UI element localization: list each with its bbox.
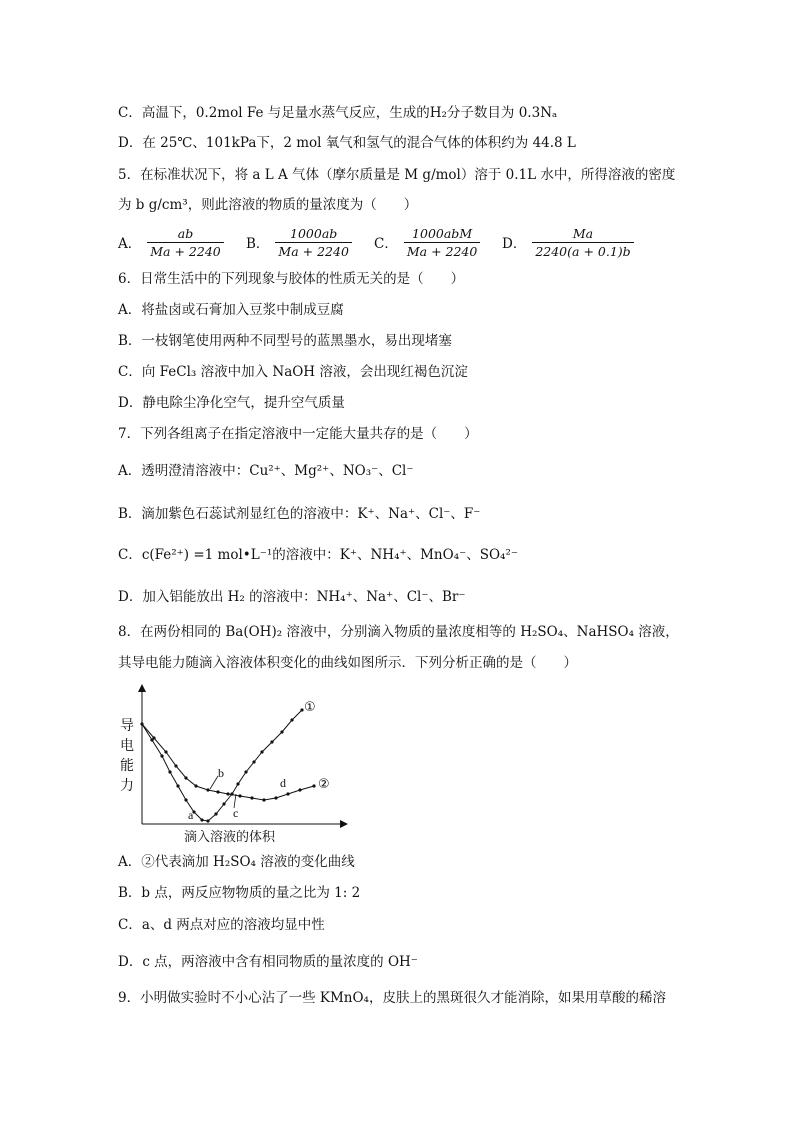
x-axis-arrow — [340, 820, 348, 828]
point-b-label: b — [218, 766, 224, 780]
q6-option-d: D．静电除尘净化空气，提升空气质量 — [118, 395, 345, 411]
q5-stem-line1: 5．在标准状况下，将 a L A 气体（摩尔质量是 M g/mol）溶于 0.1L 水中，所得溶液的密度 — [118, 167, 676, 183]
curve-1-point — [222, 802, 225, 805]
q5-option-a-denominator: Ma + 2240 — [147, 242, 223, 259]
q5-options — [118, 222, 678, 262]
curve-1-point — [236, 782, 239, 785]
q7-option-a: A．透明澄清溶液中：Cu²⁺、Mg²⁺、NO₃⁻、Cl⁻ — [118, 463, 414, 479]
curve-1-point — [244, 770, 247, 773]
curve-1-point — [290, 718, 293, 721]
q5-option-d-label: D． — [502, 236, 527, 252]
y-axis-arrow — [138, 684, 146, 692]
q7-stem: 7．下列各组离子在指定溶液中一定能大量共存的是（ ） — [118, 426, 478, 442]
q8-stem-line1: 8．在两份相同的 Ba(OH)₂ 溶液中，分别滴入物质的量浓度相等的 H₂SO₄、NaHSO₄ 溶液， — [118, 624, 679, 640]
q6-option-a: A．将盐卤或石膏加入豆浆中制成豆腐 — [118, 302, 344, 318]
q5-option-d-fraction — [532, 226, 633, 259]
q7-option-d: D．加入铝能放出 H₂ 的溶液中：NH₄⁺、Na⁺、Cl⁻、Br⁻ — [118, 589, 466, 605]
curve-1-point — [160, 754, 163, 757]
q8-option-b: B．b 点，两反应物物质的量之比为 1: 2 — [118, 885, 361, 901]
q8-option-a: A．②代表滴加 H₂SO₄ 溶液的变化曲线 — [118, 854, 355, 870]
q5-option-c — [374, 222, 480, 262]
q7-option-c: C．c(Fe²⁺) =1 mol•L⁻¹的溶液中：K⁺、NH₄⁺、MnO₄⁻、SO₄²⁻ — [118, 547, 518, 563]
curve-2-label: ② — [318, 777, 330, 792]
q5-option-d — [502, 222, 634, 262]
curve-2-point — [250, 796, 253, 799]
q5-option-a-numerator: ab — [177, 225, 194, 241]
q8-stem-line2: 其导电能力随滴入溶液体积变化的曲线如图所示．下列分析正确的是（ ） — [118, 655, 577, 671]
curve-2-point — [206, 788, 209, 791]
curve-2-point — [164, 750, 167, 753]
q4-option-c: C．高温下，0.2mol Fe 与足量水蒸气反应，生成的H₂分子数目为 0.3Nₐ — [118, 105, 558, 121]
q5-option-c-numerator: 1000abM — [412, 225, 473, 241]
q5-option-b-label: B． — [246, 236, 270, 252]
point-d-label: d — [280, 776, 286, 790]
point-c-label: c — [233, 806, 239, 820]
curve-2-line — [142, 724, 314, 800]
curve-1-point — [176, 784, 179, 787]
q6-option-c: C．向 FeCl₃ 溶液中加入 NaOH 溶液，会出现红褐色沉淀 — [118, 364, 468, 380]
curve-1-point — [260, 750, 263, 753]
curve-1-label: ① — [304, 700, 316, 715]
curve-1-point — [184, 798, 187, 801]
q8-option-d: D．c 点，两溶液中含有相同物质的量浓度的 OH⁻ — [118, 954, 418, 970]
q4-option-d: D．在 25℃、101kPa下，2 mol 氧气和氢气的混合气体的体积约为 44.8 L — [118, 135, 576, 151]
q5-stem-line2: 为 b g/cm³，则此溶液的物质的量浓度为（ ） — [118, 197, 418, 213]
q5-option-a-fraction — [147, 226, 223, 259]
curve-1-point — [270, 740, 273, 743]
q5-option-a — [118, 222, 224, 262]
q5-option-c-label: C． — [374, 236, 398, 252]
curve-1-point — [280, 730, 283, 733]
curve-2-point — [226, 792, 229, 795]
curve-1-point — [200, 818, 203, 821]
q5-option-b — [246, 222, 352, 262]
point-b-leader — [210, 776, 218, 789]
point-a-label: a — [188, 808, 194, 822]
q5-option-b-numerator: 1000ab — [290, 225, 338, 241]
curve-2-point — [194, 784, 197, 787]
curve-1-point — [206, 819, 209, 822]
q5-option-d-denominator: 2240(a + 0.1)b — [532, 242, 633, 259]
q7-option-b: B．滴加紫色石蕊试剂显红色的溶液中：K⁺、Na⁺、Cl⁻、F⁻ — [118, 506, 481, 522]
q5-option-b-denominator: Ma + 2240 — [275, 242, 351, 259]
q9-stem-line1: 9．小明做实验时不小心沾了一些 KMnO₄，皮肤上的黑斑很久才能消除，如果用草酸的稀溶 — [118, 990, 666, 1006]
q5-option-c-fraction — [404, 226, 480, 259]
q6-option-b: B．一枝钢笔使用两种不同型号的蓝黑墨水，易出现堵塞 — [118, 333, 452, 349]
q5-option-c-denominator: Ma + 2240 — [404, 242, 480, 259]
q6-stem: 6．日常生活中的下列现象与胶体的性质无关的是（ ） — [118, 271, 465, 287]
curve-2-point — [262, 798, 265, 801]
curve-2-points — [152, 736, 315, 801]
q5-option-d-numerator: Ma — [572, 225, 594, 241]
graph-axes — [138, 684, 348, 828]
q5-option-a-label: A． — [118, 236, 142, 252]
curve-1-point — [252, 760, 255, 763]
curve-2-point — [298, 788, 301, 791]
curve-2-point — [286, 792, 289, 795]
q5-option-b-fraction — [275, 226, 351, 259]
curve-1-point — [168, 770, 171, 773]
curve-2-point — [152, 736, 155, 739]
curve-2-point — [238, 794, 241, 797]
conductivity-graph — [118, 676, 358, 846]
curve-2-point — [184, 776, 187, 779]
curve-2-point — [312, 784, 315, 787]
y-axis-label: 导电能力 — [120, 718, 134, 794]
q8-option-c: C．a、d 两点对应的溶液均显中性 — [118, 917, 325, 933]
curve-2-point — [274, 796, 277, 799]
x-axis-label: 滴入溶液的体积 — [184, 830, 276, 845]
curve-2-point — [174, 764, 177, 767]
curve-2-point — [216, 790, 219, 793]
curve-1-point — [214, 812, 217, 815]
